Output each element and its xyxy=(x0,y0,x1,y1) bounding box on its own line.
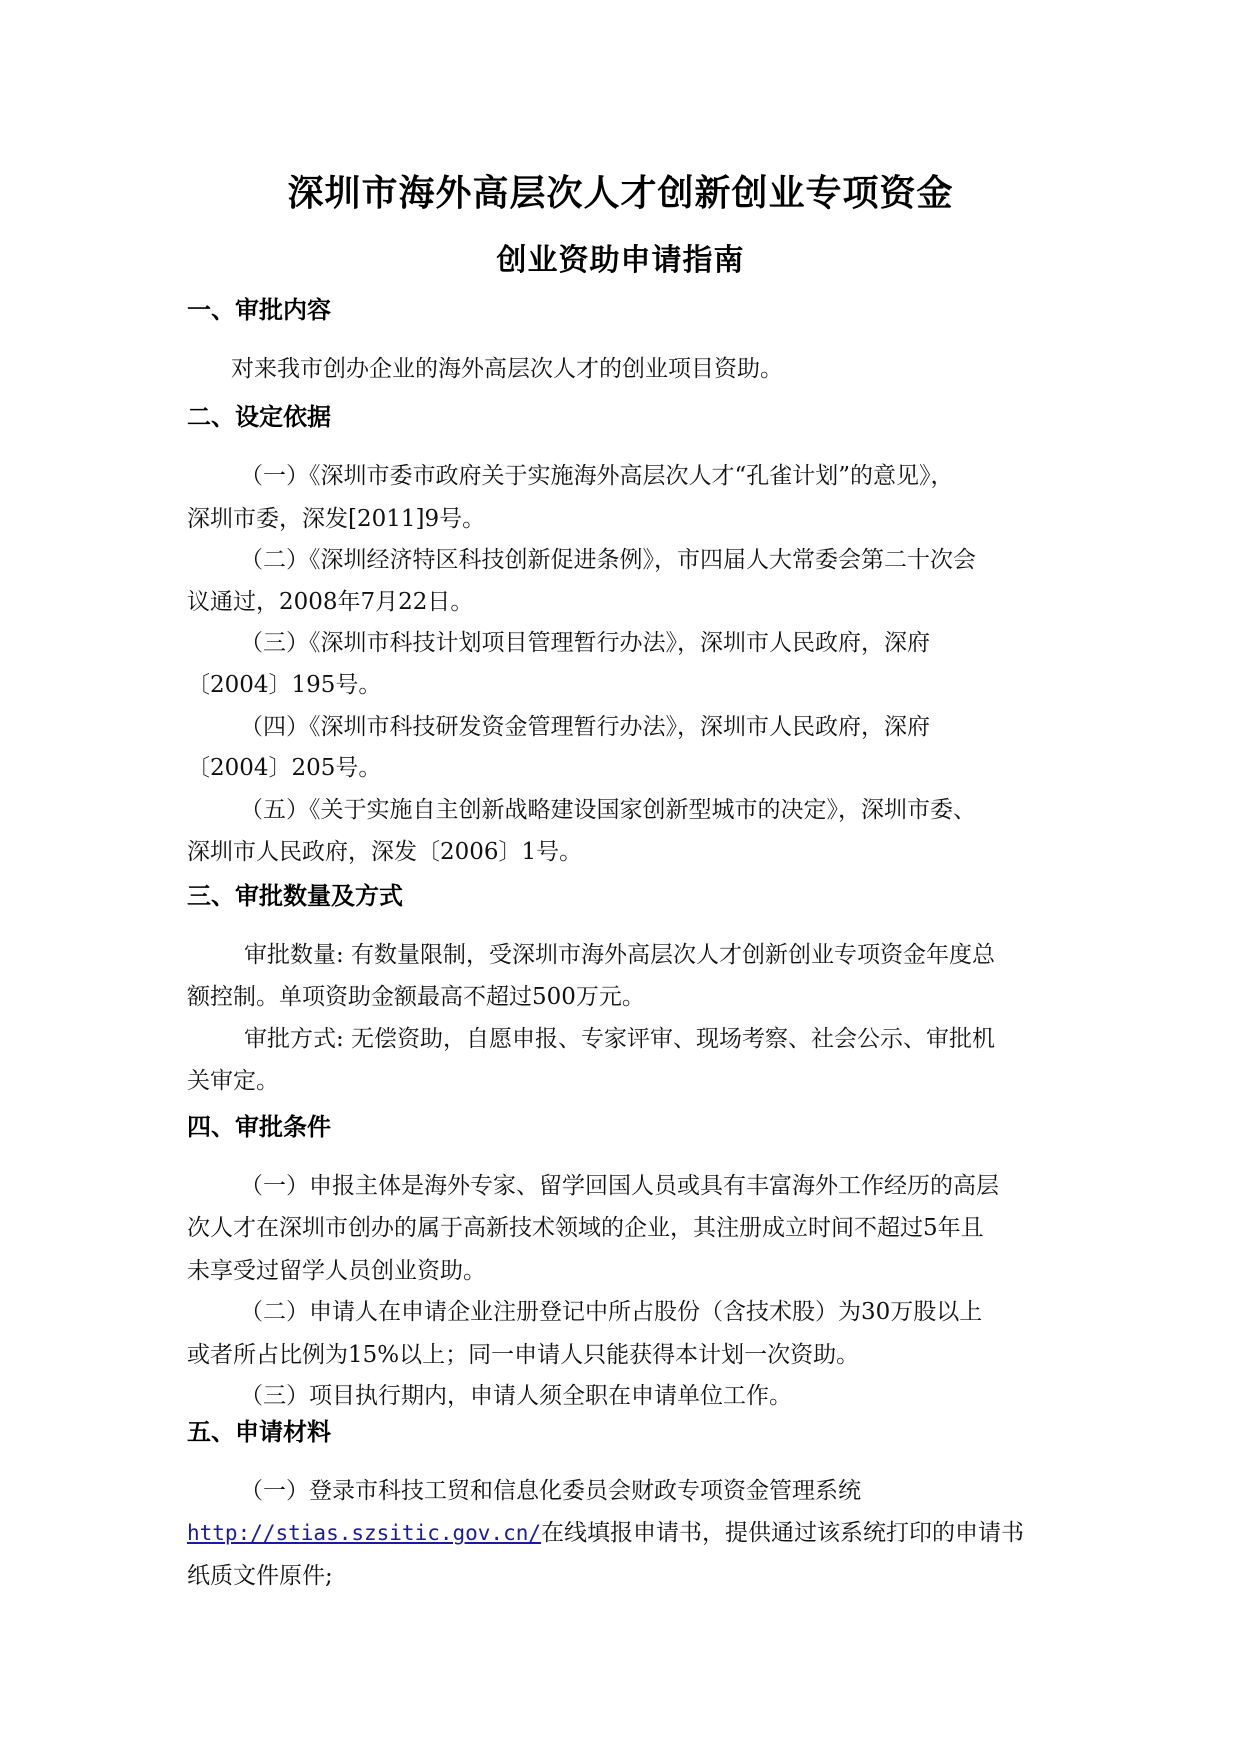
section-heading-4: 四、审批条件 xyxy=(187,1113,331,1141)
paragraph-line: （五）《关于实施自主创新战略建设国家创新型城市的决定》，深圳市委、 xyxy=(240,797,976,823)
paragraph-line-tail: 在线填报申请书，提供通过该系统打印的申请书 xyxy=(541,1520,1025,1546)
section-heading-3: 三、审批数量及方式 xyxy=(187,882,403,910)
paragraph-line: 关审定。 xyxy=(187,1068,279,1094)
paragraph-line: 深圳市委，深发[2011]9号。 xyxy=(187,506,486,532)
paragraph-line: （三）《深圳市科技计划项目管理暂行办法》，深圳市人民政府，深府 xyxy=(240,630,930,656)
paragraph-line: 议通过，2008年7月22日。 xyxy=(187,589,474,615)
document-title: 深圳市海外高层次人才创新创业专项资金 xyxy=(287,173,954,214)
paragraph-line: 或者所占比例为15%以上；同一申请人只能获得本计划一次资助。 xyxy=(187,1342,860,1368)
paragraph-line: （一）登录市科技工贸和信息化委员会财政专项资金管理系统 xyxy=(240,1478,861,1504)
paragraph-line: 审批方式: 无偿资助，自愿申报、专家评审、现场考察、社会公示、审批机 xyxy=(244,1026,996,1052)
paragraph-line: （一）申报主体是海外专家、留学回国人员或具有丰富海外工作经历的高层 xyxy=(240,1173,999,1199)
section-heading-2: 二、设定依据 xyxy=(187,403,331,431)
paragraph-line: （四）《深圳市科技研发资金管理暂行办法》，深圳市人民政府，深府 xyxy=(240,714,930,740)
paragraph-line: （二）申请人在申请企业注册登记中所占股份（含技术股）为30万股以上 xyxy=(240,1299,983,1325)
paragraph-line: 审批数量: 有数量限制，受深圳市海外高层次人才创新创业专项资金年度总 xyxy=(244,942,996,968)
paragraph-line: （一）《深圳市委市政府关于实施海外高层次人才“孔雀计划”的意见》， xyxy=(240,463,954,489)
paragraph-line: 深圳市人民政府，深发〔2006〕1号。 xyxy=(187,839,583,865)
system-url-link[interactable]: http://stias.szsitic.gov.cn/ xyxy=(187,1521,542,1545)
paragraph-line: 纸质文件原件; xyxy=(187,1563,333,1589)
paragraph-line: 次人才在深圳市创办的属于高新技术领域的企业，其注册成立时间不超过5年且 xyxy=(187,1215,984,1241)
section-heading-5: 五、申请材料 xyxy=(187,1418,331,1446)
paragraph-line: （三）项目执行期内，申请人须全职在申请单位工作。 xyxy=(240,1383,792,1409)
paragraph-line: 〔2004〕195号。 xyxy=(187,672,382,698)
paragraph-line: 〔2004〕205号。 xyxy=(187,755,382,781)
paragraph-line: 对来我市创办企业的海外高层次人才的创业项目资助。 xyxy=(231,356,783,382)
section-heading-1: 一、审批内容 xyxy=(187,296,331,324)
paragraph-line: 未享受过留学人员创业资助。 xyxy=(187,1258,486,1284)
paragraph-line: 额控制。单项资助金额最高不超过500万元。 xyxy=(187,984,645,1010)
paragraph-line-with-link xyxy=(187,1514,1024,1547)
paragraph-line: （二）《深圳经济特区科技创新促进条例》，市四届人大常委会第二十次会 xyxy=(240,547,976,573)
document-subtitle: 创业资助申请指南 xyxy=(496,243,745,278)
